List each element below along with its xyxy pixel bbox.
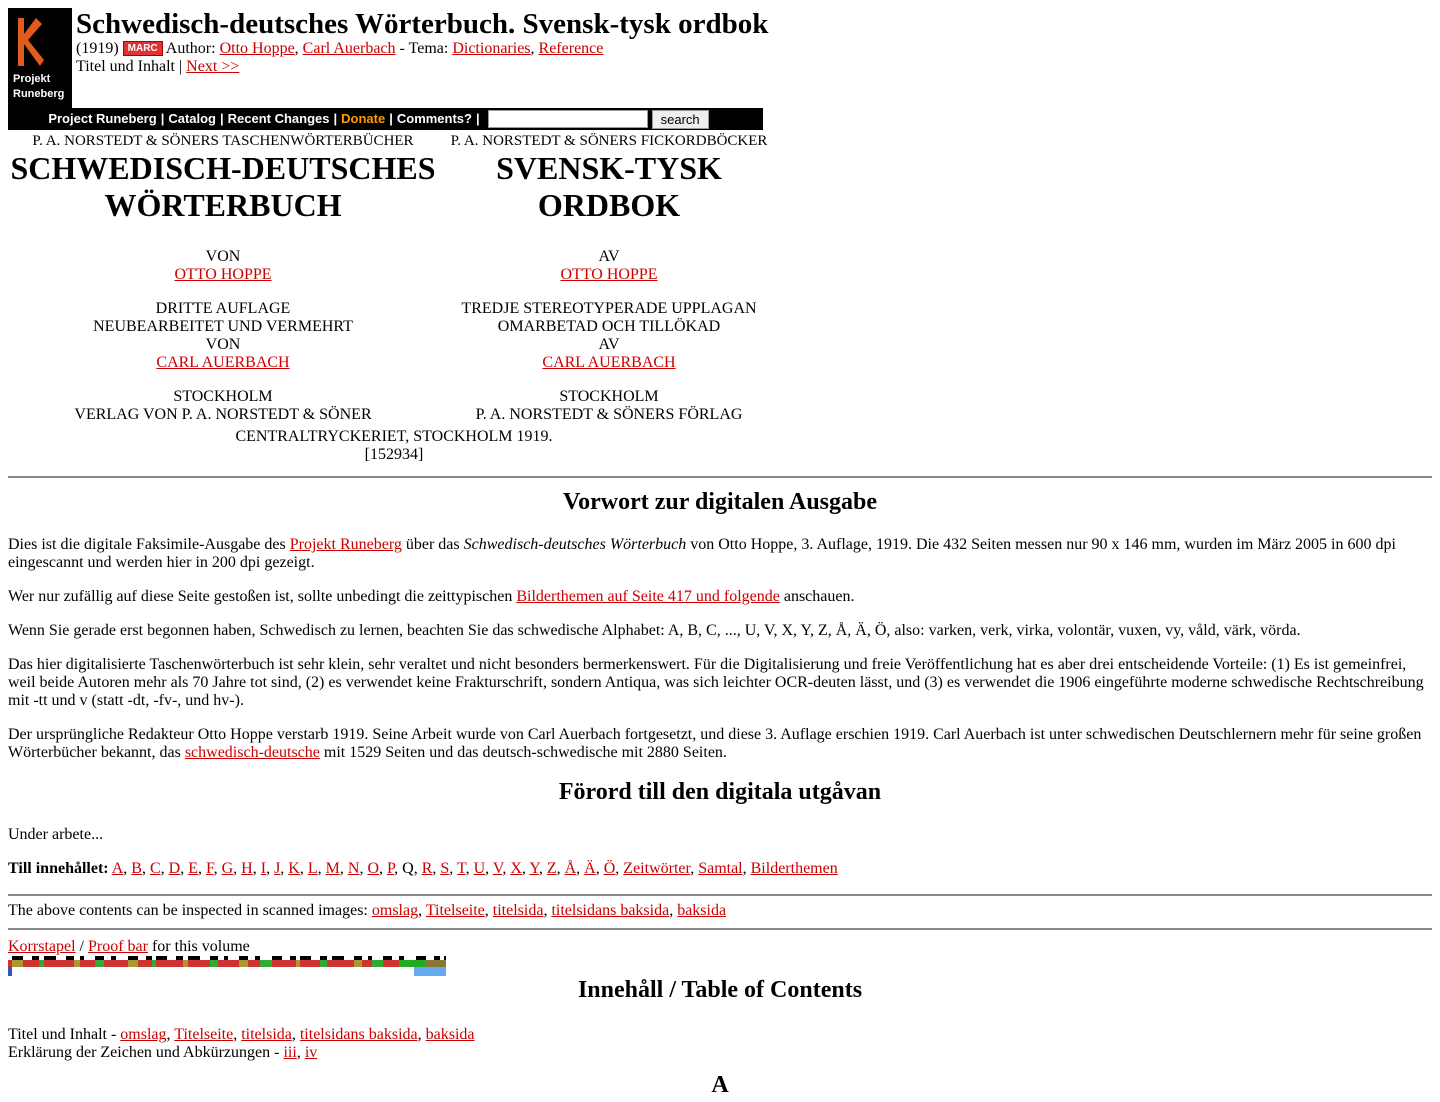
proof-bar-tick [296, 956, 300, 960]
left-title-line2: WÖRTERBUCH [104, 187, 342, 223]
proof-bar-segment [416, 960, 426, 967]
proof-bar-tick [116, 956, 128, 960]
proof-bar-tick [372, 956, 383, 960]
left-series: P. A. NORSTEDT & SÖNERS TASCHENWÖRTERBÜCHER [32, 133, 414, 149]
divider [8, 476, 1432, 478]
proof-bar-segment [282, 960, 290, 967]
proof-bar-segment [146, 960, 152, 967]
proof-bar-segment [327, 960, 332, 967]
letter-q: Q [402, 860, 414, 877]
proof-bar-tick [416, 956, 426, 960]
proof-bar-tick [260, 956, 272, 960]
proof-bar-tick [272, 956, 282, 960]
contents-letter-link-15[interactable]: P [387, 860, 395, 877]
proof-bar-tick [311, 956, 320, 960]
proof-bar-tick [426, 956, 434, 960]
proof-bar-segment [167, 960, 176, 967]
projekt-runeberg-logo[interactable] [8, 8, 72, 108]
logo-text-line2: Runeberg [13, 88, 65, 100]
left-city: STOCKHOLM [173, 388, 273, 405]
contents-letter-link-8[interactable]: I [260, 860, 267, 877]
proof-bar-tick [80, 956, 84, 960]
proof-bar-segment [95, 960, 104, 967]
proof-bar-tick [32, 956, 39, 960]
forord-heading: Förord till den digitala utgåvan [558, 779, 882, 805]
nav-catalog[interactable]: Catalog [168, 111, 216, 126]
author-link-hoppe[interactable]: Otto Hoppe [219, 40, 295, 57]
logo-text-line1: Projekt [13, 73, 51, 85]
proof-bar-segment [399, 960, 404, 967]
left-author-auerbach[interactable]: CARL AUERBACH [156, 354, 290, 371]
proof-bar-tick [111, 956, 116, 960]
contents-letter-link-13[interactable]: N [347, 860, 360, 877]
vorwort-paragraph-4: Das hier digitalisierte Taschenwörterbuch ist sehr klein, sehr veraltet und nicht besonders bermerkenswert. Für die Digitalisierung und freie Veröffentlichung hat es aber drei entscheidende Vorteile: (1) Es ist gemeinfrei, weil beide Autoren mehr als 70 Jahre tot sind, (2) es verwendet keine Frakturschrift, sondern Antiqua, was sich leichter OCR-deuten lässt, und (3) es verwendet die 1906 eingeführte moderne schwedische Rechtschreibung mit -tt und v (statt -dt, -fv-, und hv-). [8, 656, 1424, 709]
proof-bar-segment [80, 960, 84, 967]
proof-bar-segment [176, 960, 183, 967]
toc-label: Titel und Inhalt | [76, 58, 183, 75]
toc-titel-link-2[interactable]: titelsida [241, 1026, 292, 1043]
proof-bar-segment [248, 960, 255, 967]
proof-bar-segment [84, 960, 95, 967]
proof-bar-segment [116, 960, 128, 967]
proof-bar-tick [344, 956, 354, 960]
proof-bar-tick [434, 956, 440, 960]
toc-erklaerung-link-1[interactable]: iv [304, 1044, 318, 1061]
author-link-auerbach[interactable]: Carl Auerbach [302, 40, 396, 57]
proof-bar-segment [56, 960, 66, 967]
proof-bar-tick [74, 956, 80, 960]
proof-bar-segment [183, 960, 188, 967]
proof-bar-link[interactable]: Proof bar [87, 938, 148, 955]
contents-letter-link-4[interactable]: E [188, 860, 198, 877]
proof-bar-tick [444, 956, 446, 960]
marc-badge[interactable]: MARC [123, 41, 163, 56]
printer-line: CENTRALTRYCKERIET, STOCKHOLM 1919. [235, 428, 553, 445]
proof-bar-segment [434, 960, 440, 967]
proof-bar-segment [372, 960, 383, 967]
proof-line [8, 938, 1432, 956]
proof-bar-segment [156, 960, 167, 967]
proof-bar-segment [444, 960, 446, 967]
book-title: Schwedisch-deutsches Wörterbuch [463, 536, 687, 553]
right-av2: AV [598, 336, 620, 353]
proof-bar-tick [128, 956, 138, 960]
proof-bar-tick [66, 956, 74, 960]
proof-bar-tick [39, 956, 44, 960]
contents-letter-link-5[interactable]: F [205, 860, 214, 877]
left-title-line1: SCHWEDISCH-DEUTSCHES [10, 150, 436, 186]
scanned-image-link-3[interactable]: titelsidans baksida [551, 902, 670, 919]
year: (1919) [76, 40, 119, 57]
proof-bar-segment [66, 960, 74, 967]
contents-link-9[interactable]: Ä [584, 860, 596, 877]
proof-bar-tick [255, 956, 260, 960]
contents-letter-link-14[interactable]: O [367, 860, 379, 877]
proof-bar-segment [218, 960, 224, 967]
proof-bar-tick [156, 956, 167, 960]
right-av: AV [598, 248, 620, 265]
proof-bar-segment [362, 960, 368, 967]
author-label: Author: [165, 40, 216, 57]
contents-link-3[interactable]: U [473, 860, 486, 877]
proof-slash: / [79, 938, 84, 955]
proof-bar-tick [138, 956, 146, 960]
contents-link-1[interactable]: S [440, 860, 450, 877]
contents-letter-link-7[interactable]: H [241, 860, 253, 877]
proof-bar-tick [218, 956, 224, 960]
contents-link-7[interactable]: Z [546, 860, 557, 877]
vorwort-paragraph-3: Wenn Sie gerade erst begonnen haben, Schwedisch zu lernen, beachten Sie das schwedische Alphabet: A, B, C, ..., U, V, X, Y, Z, Å, Ä, Ö, also: varken, verk, virka, volontär, vuxen, vy, våld, värk, vörda. [8, 622, 1301, 639]
proof-bar-segment [32, 960, 39, 967]
projekt-runeberg-link[interactable]: Projekt Runeberg [289, 536, 402, 553]
tema-link-dictionaries[interactable]: Dictionaries [452, 40, 531, 57]
proof-bar-segment [39, 960, 44, 967]
proof-bar-segment [426, 960, 434, 967]
right-author-hoppe[interactable]: OTTO HOPPE [560, 266, 658, 283]
divider [8, 928, 1432, 930]
proof-bar-tick [84, 956, 95, 960]
proof-bar-segment [354, 960, 362, 967]
contents-link-8[interactable]: Å [564, 860, 577, 877]
proof-bar-tick [104, 956, 111, 960]
proof-bar-tick [332, 956, 344, 960]
proof-bar-tick [12, 956, 23, 960]
proof-bar-tick [188, 956, 200, 960]
title-page [8, 132, 780, 464]
vorwort-paragraph-2: Wer nur zufällig auf diese Seite gestoßen ist, sollte unbedingt die zeittypischen Bilderthemen auf Seite 417 und folgende anschauen. [8, 588, 855, 605]
proof-bar-segment [440, 960, 444, 967]
proof-bar-start-marker [8, 967, 12, 976]
contents-link-4[interactable]: V [492, 860, 503, 877]
proof-bar-segment [8, 960, 12, 967]
proof-bar-tick [320, 956, 327, 960]
proof-bar-segment [152, 960, 156, 967]
vorwort-paragraph-5: Der ursprüngliche Redakteur Otto Hoppe verstarb 1919. Seine Arbeit wurde von Carl Auerbach fortgesetzt, und diese 3. Auflage erschien 1919. Carl Auerbach ist unter schwedischen Deutschlernern mehr für seine großen Wörterbücher bekannt, das schwedisch-deutsche mit 1529 Seiten und das deutsch-schwedische mit 2880 Seiten. [8, 726, 1422, 761]
toc-titel-link-1[interactable]: Titelseite [174, 1026, 234, 1043]
toc-row-erklaerung: Erklärung der Zeichen und Abkürzungen - iii, iv [8, 1044, 318, 1061]
contents-letter-link-9[interactable]: J [274, 860, 281, 877]
proof-bar-segment [23, 960, 32, 967]
korrstapel-link[interactable]: Korrstapel [8, 938, 76, 955]
proof-bar-segment [255, 960, 260, 967]
proof-bar-segment [200, 960, 210, 967]
nav-comments[interactable]: Comments? [396, 111, 472, 126]
proof-bar-segment [188, 960, 200, 967]
proof-bar-tick [239, 956, 248, 960]
left-author-hoppe[interactable]: OTTO HOPPE [174, 266, 272, 283]
proof-bar-segment [239, 960, 248, 967]
proof-bar-tick [228, 956, 239, 960]
proof-bar-tick [224, 956, 228, 960]
contents-link-0[interactable]: R [421, 860, 433, 877]
proof-bar-segment [128, 960, 138, 967]
proof-bar-tick [383, 956, 392, 960]
proof-bar-tick [290, 956, 296, 960]
scanned-image-link-1[interactable]: Titelseite [425, 902, 485, 919]
toc-titel-link-4[interactable]: baksida [425, 1026, 475, 1043]
right-title-line2: ORDBOK [537, 187, 681, 223]
nav-recent-changes[interactable]: Recent Changes [227, 111, 330, 126]
nav-project-runeberg[interactable]: Project Runeberg [48, 111, 157, 126]
left-von2: VON [205, 336, 241, 353]
contents-label: Till innehållet: [8, 860, 109, 877]
proof-bar-segment [111, 960, 116, 967]
proof-bar-segment [272, 960, 282, 967]
top-navbar: Project Runeberg | Catalog | Recent Changes | Donate | Comments? | search [8, 108, 763, 130]
proof-bar-tick [399, 956, 404, 960]
contents-letter-link-1[interactable]: B [131, 860, 142, 877]
proof-bar-segment [332, 960, 344, 967]
right-author-auerbach[interactable]: CARL AUERBACH [542, 354, 676, 371]
proof-bar-current-marker [414, 967, 446, 976]
proof-bar-segment [300, 960, 311, 967]
runeberg-rune-icon [14, 16, 44, 68]
proof-bar-tick [146, 956, 152, 960]
right-publisher: P. A. NORSTEDT & SÖNERS FÖRLAG [475, 406, 743, 423]
proof-bar-tick [167, 956, 176, 960]
scanned-image-link-4[interactable]: baksida [677, 902, 727, 919]
contents-letter-link-6[interactable]: G [221, 860, 234, 877]
left-publisher: VERLAG VON P. A. NORSTEDT & SÖNER [74, 406, 372, 423]
proof-bar-tick [440, 956, 444, 960]
proof-bar-segment [392, 960, 399, 967]
contents-link-13[interactable]: Bilderthemen [750, 860, 838, 877]
right-city: STOCKHOLM [559, 388, 659, 405]
page-nav [76, 58, 768, 76]
proof-bar-segment [228, 960, 239, 967]
bilderthemen-link[interactable]: Bilderthemen auf Seite 417 und folgende [516, 588, 780, 605]
proof-bar-tick [210, 956, 218, 960]
contents-link-11[interactable]: Zeitwörter [623, 860, 691, 877]
proof-bar-segment [44, 960, 56, 967]
proof-bar-tick [44, 956, 56, 960]
toc-titel-link-0[interactable]: omslag [120, 1026, 167, 1043]
contents-letter-link-2[interactable]: C [149, 860, 161, 877]
scanned-image-link-2[interactable]: titelsida [492, 902, 544, 919]
left-revised: NEUBEARBEITET UND VERMEHRT [93, 318, 353, 335]
tema-label: - Tema: [399, 40, 449, 57]
proof-bar-tick [404, 956, 416, 960]
toc-heading: Innehåll / Table of Contents [577, 977, 863, 1003]
vorwort-paragraph-1: Dies ist die digitale Faksimile-Ausgabe des Projekt Runeberg über das Schwedisch-deutsches Wörterbuch von Otto Hoppe, 3. Auflage, 1919. Die 432 Seiten messen nur 90 x 146 mm, wurden im März 2005 in 600 dpi eingescannt und werden hier in 200 dpi gezeigt. [8, 536, 1396, 571]
contents-letter-link-3[interactable]: D [168, 860, 181, 877]
proof-bar-segment [290, 960, 296, 967]
contents-link-5[interactable]: X [510, 860, 522, 877]
proof-bar-tick [23, 956, 32, 960]
page-title: Schwedisch-deutsches Wörterbuch. Svensk-tysk ordbok [76, 8, 769, 40]
proof-bar-segment [383, 960, 392, 967]
contents-letter-link-10[interactable]: K [288, 860, 300, 877]
proof-bar-segment [224, 960, 228, 967]
right-edition: TREDJE STEREOTYPERADE UPPLAGAN [461, 300, 757, 317]
proof-bar-tick [392, 956, 399, 960]
proof-bar-tick [327, 956, 332, 960]
print-number: [152934] [364, 446, 424, 463]
right-revised: OMARBETAD OCH TILLÖKAD [497, 318, 721, 335]
letter-heading-a: A [711, 1072, 729, 1098]
proof-bar-segment [104, 960, 111, 967]
proof-bar-segment [344, 960, 354, 967]
proof-bar-segment [311, 960, 320, 967]
proof-bar-tick [95, 956, 104, 960]
proof-bar-segment [74, 960, 80, 967]
proof-bar-segment [12, 960, 23, 967]
contents-link-10[interactable]: Ö [603, 860, 616, 877]
toc-titel-link-3[interactable]: titelsidans baksida [299, 1026, 418, 1043]
contents-letter-link-12[interactable]: M [325, 860, 340, 877]
proof-bar-tick [200, 956, 210, 960]
contents-letter-link-0[interactable]: A [111, 860, 124, 877]
proof-bar-tick [152, 956, 156, 960]
right-title-line1: SVENSK-TYSK [496, 150, 722, 186]
table-of-contents [8, 1026, 1432, 1062]
schwedisch-deutsche-link[interactable]: schwedisch-deutsche [184, 744, 320, 761]
proof-bar-tick [300, 956, 311, 960]
left-von: VON [205, 248, 241, 265]
contents-link-12[interactable]: Samtal [698, 860, 743, 877]
right-series: P. A. NORSTEDT & SÖNERS FICKORDBÖCKER [450, 133, 768, 149]
proof-bar-tick [282, 956, 290, 960]
contents-letter-link-11[interactable]: L [307, 860, 318, 877]
left-edition: DRITTE AUFLAGE [155, 300, 291, 317]
proof-bar-graphic [8, 956, 446, 976]
proof-bar-segment [404, 960, 416, 967]
proof-bar-tick [362, 956, 368, 960]
proof-suffix: for this volume [151, 938, 250, 955]
proof-bar-tick [176, 956, 183, 960]
proof-bar-segment [260, 960, 272, 967]
proof-bar-tick [8, 956, 12, 960]
forord-text: Under arbete... [8, 826, 104, 843]
search-input[interactable] [488, 110, 648, 128]
proof-bar[interactable] [8, 956, 446, 976]
search-button[interactable]: search [652, 110, 709, 129]
scanned-line: The above contents can be inspected in scanned images: omslag, Titelseite, titelsida, titelsidans baksida, baksida [8, 902, 727, 919]
toc-erklaerung-link-0[interactable]: iii [283, 1044, 297, 1061]
proof-bar-segment [320, 960, 327, 967]
toc-row-titel: Titel und Inhalt - omslag, Titelseite, titelsida, titelsidans baksida, baksida [8, 1026, 475, 1043]
tema-link-reference[interactable]: Reference [538, 40, 604, 57]
proof-bar-segment [138, 960, 146, 967]
next-link[interactable]: Next >> [186, 58, 240, 75]
contents-link-6[interactable]: Y [529, 860, 539, 877]
scanned-label: The above contents can be inspected in scanned images: [8, 902, 368, 919]
contents-line: Till innehållet: A, B, C, D, E, F, G, H, I, J, K, L, M, N, O, P, Q, R, S, T, U, V, X, Y, Z, Å, Ä, Ö, Zeitwörter, Samtal, Bilderthemen [8, 860, 838, 877]
proof-bar-tick [183, 956, 188, 960]
proof-bar-tick [56, 956, 66, 960]
proof-bar-segment [296, 960, 300, 967]
divider [8, 894, 1432, 896]
proof-bar-tick [248, 956, 255, 960]
contents-link-2[interactable]: T [456, 860, 466, 877]
vorwort-heading: Vorwort zur digitalen Ausgabe [562, 489, 877, 515]
site-header [8, 8, 769, 108]
proof-bar-tick [354, 956, 362, 960]
proof-bar-segment [210, 960, 218, 967]
scanned-image-link-0[interactable]: omslag [371, 902, 419, 919]
nav-donate[interactable]: Donate [341, 111, 386, 126]
meta-line: (1919) MARC Author: Otto Hoppe, Carl Auerbach - Tema: Dictionaries, Reference [76, 40, 604, 57]
proof-bar-segment [368, 960, 372, 967]
proof-bar-tick [368, 956, 372, 960]
